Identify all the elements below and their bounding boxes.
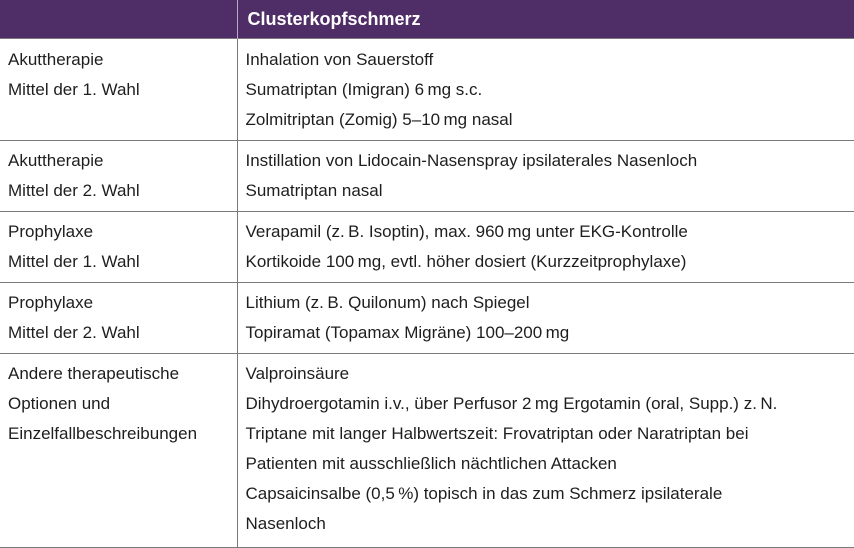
row-content-cell: [237, 39, 854, 141]
row-item: Inhalation von Sauerstoff: [245, 50, 434, 69]
row-item: Sumatriptan (Imigran) 6 mg s.c.: [245, 80, 483, 99]
row-item: Topiramat (Topamax Migräne) 100–200 mg: [245, 323, 570, 342]
row-label-line: Mittel der 2. Wahl: [8, 181, 140, 200]
row-item: Kortikoide 100 mg, evtl. höher dosiert (Kurzzeitprophylaxe): [245, 252, 687, 271]
row-label-line: Prophylaxe: [8, 293, 94, 312]
table-row: [0, 39, 854, 141]
row-item: Sumatriptan nasal: [245, 181, 383, 200]
row-item: Zolmitriptan (Zomig) 5–10 mg nasal: [245, 110, 513, 129]
row-label-cell: [0, 141, 237, 212]
row-label-line: Mittel der 1. Wahl: [8, 80, 140, 99]
row-label-cell: [0, 283, 237, 354]
row-label-line: Einzelfallbeschreibungen: [8, 424, 198, 443]
row-item: Verapamil (z. B. Isoptin), max. 960 mg unter EKG-Kontrolle: [245, 222, 688, 241]
table-row: [0, 283, 854, 354]
row-item: Nasenloch: [245, 514, 326, 533]
row-label-cell: [0, 39, 237, 141]
row-label-line: Mittel der 1. Wahl: [8, 252, 140, 271]
header-title: Clusterkopfschmerz: [237, 0, 854, 39]
row-item: Triptane mit langer Halbwertszeit: Frovatriptan oder Naratriptan bei: [245, 424, 749, 443]
table-row: [0, 212, 854, 283]
row-item: Valproinsäure: [245, 364, 350, 383]
row-item: Instillation von Lidocain-Nasenspray ipsilaterales Nasenloch: [245, 151, 698, 170]
row-item: Patienten mit ausschließlich nächtlichen Attacken: [245, 454, 617, 473]
row-item: Capsaicinsalbe (0,5 %) topisch in das zum Schmerz ipsilaterale: [245, 484, 723, 503]
row-item: Dihydroergotamin i.v., über Perfusor 2 mg Ergotamin (oral, Supp.) z. N.: [245, 394, 778, 413]
row-content-cell: [237, 283, 854, 354]
row-content-cell: [237, 212, 854, 283]
row-label-cell: [0, 212, 237, 283]
row-label-line: Andere therapeutische: [8, 364, 180, 383]
row-label-line: Akuttherapie: [8, 151, 104, 170]
row-label-line: Optionen und: [8, 394, 111, 413]
row-content-cell: [237, 141, 854, 212]
row-label-line: Akuttherapie: [8, 50, 104, 69]
table-row: [0, 354, 854, 548]
row-content-cell: [237, 354, 854, 548]
header-empty-cell: [0, 0, 237, 39]
row-item: Lithium (z. B. Quilonum) nach Spiegel: [245, 293, 530, 312]
row-label-line: Mittel der 2. Wahl: [8, 323, 140, 342]
table-row: [0, 141, 854, 212]
row-label-cell: [0, 354, 237, 548]
table-header-row: [0, 0, 854, 39]
row-label-line: Prophylaxe: [8, 222, 94, 241]
